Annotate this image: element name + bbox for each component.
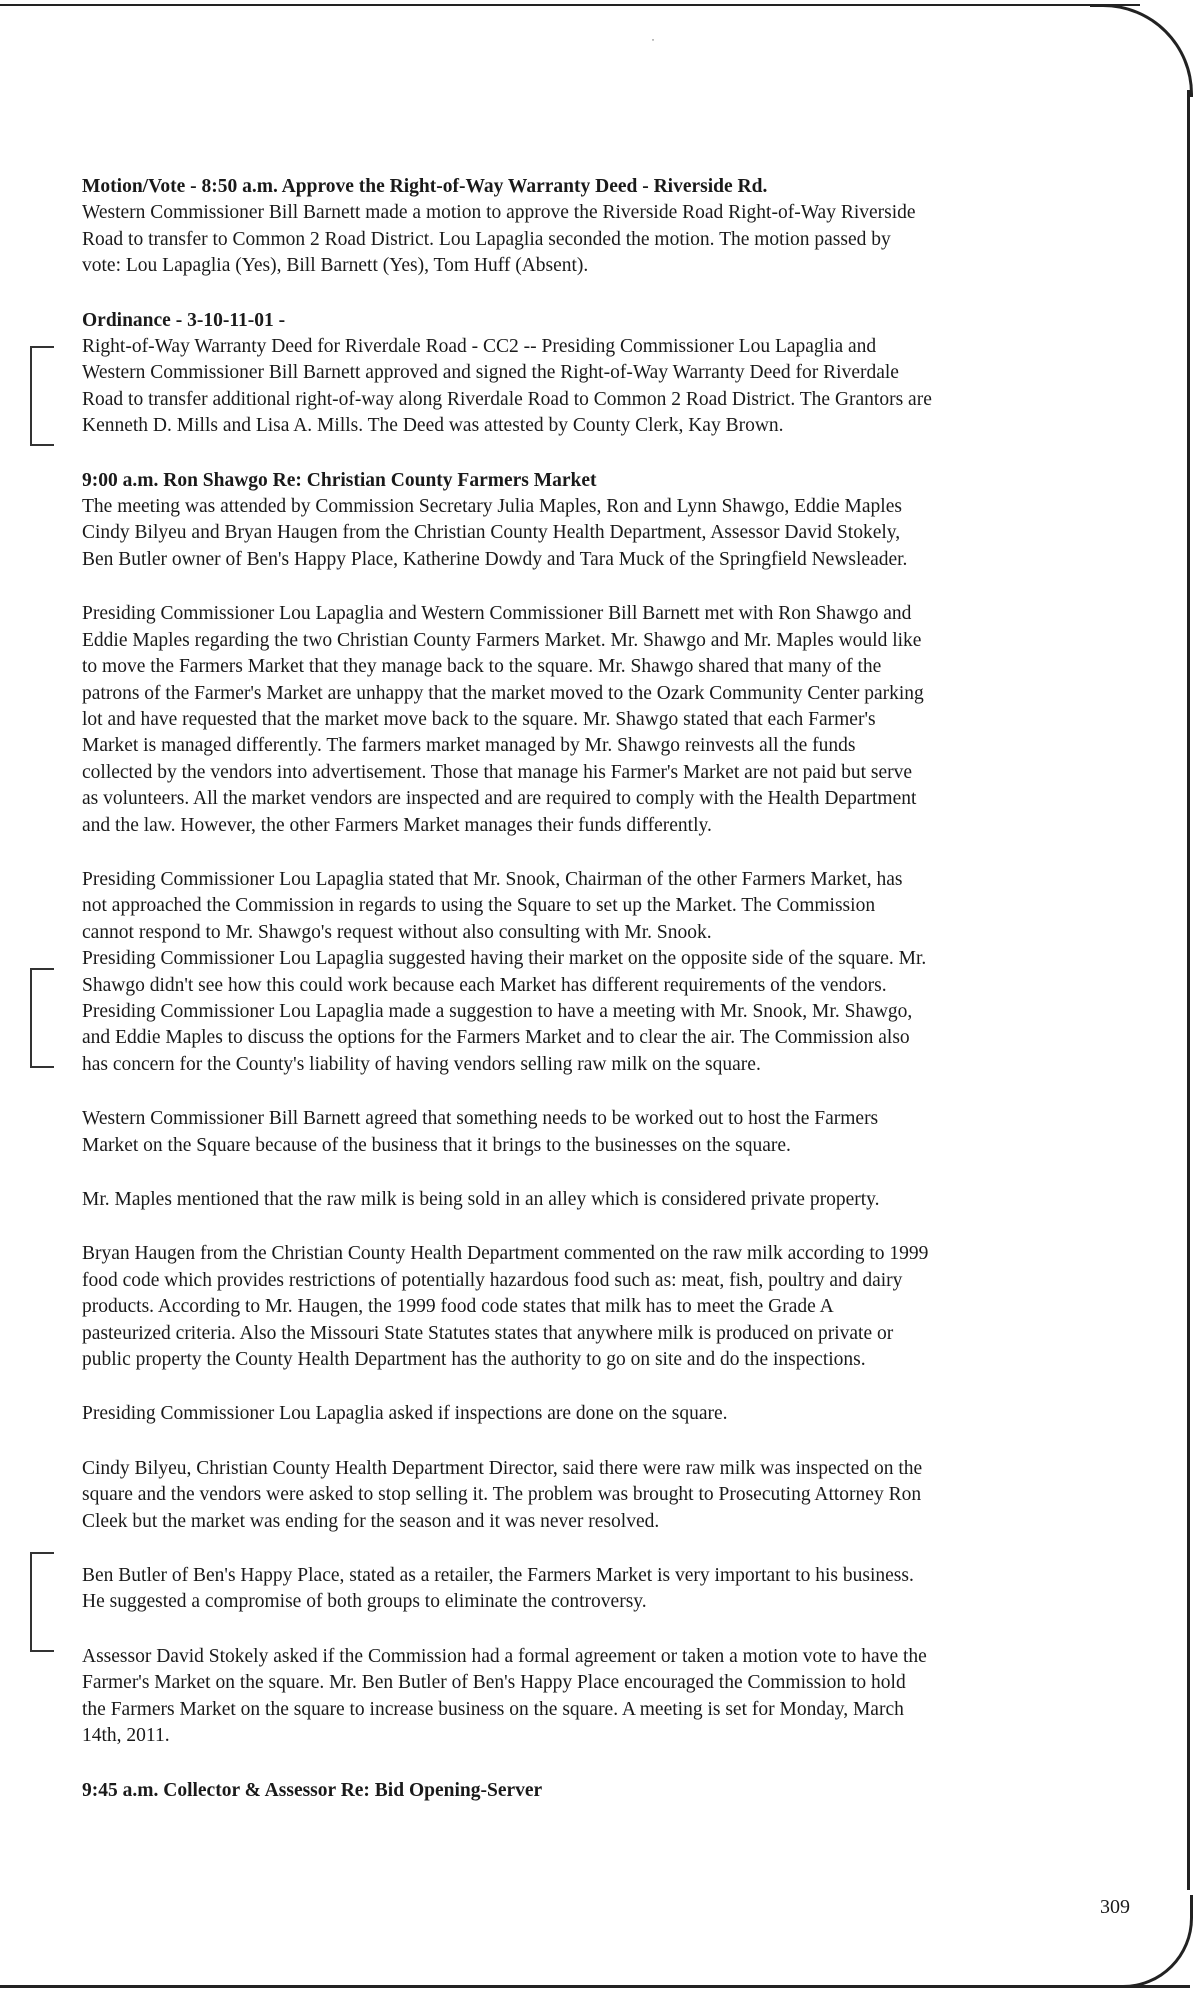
text-line: Ben Butler of Ben's Happy Place, stated as a retailer, the Farmers Market is very important to his business. [82,1565,914,1587]
text-line: vote: Lou Lapaglia (Yes), Bill Barnett (Yes), Tom Huff (Absent). [82,255,589,277]
text-line: lot and have requested that the market move back to the square. Mr. Shawgo stated that each Farmer's [82,708,876,730]
minutes-section [82,1187,1122,1213]
minutes-section [82,1563,1122,1616]
minutes-body [82,174,1122,1804]
minutes-section [82,1401,1122,1427]
text-line: 14th, 2011. [82,1725,170,1747]
minutes-section [82,308,1122,440]
minutes-section [82,1644,1122,1750]
section-heading: Ordinance - 3-10-11-01 - [82,309,286,331]
text-line: Bryan Haugen from the Christian County Health Department commented on the raw milk according to 1999 [82,1243,929,1265]
text-line: as volunteers. All the market vendors are inspected and are required to comply with the Health Department [82,788,917,810]
text-line: Presiding Commissioner Lou Lapaglia made a suggestion to have a meeting with Mr. Snook, Mr. Shawgo, [82,1000,913,1022]
text-line: He suggested a compromise of both groups to eliminate the controversy. [82,1591,647,1613]
minutes-section [82,601,1122,839]
text-line: Presiding Commissioner Lou Lapaglia asked if inspections are done on the square. [82,1403,728,1425]
paragraph-gap [82,1159,1122,1187]
binder-hole-mark [30,968,54,1068]
text-line: and the law. However, the other Farmers Market manages their funds differently. [82,814,712,836]
text-line: pasteurized criteria. Also the Missouri State Statutes states that anywhere milk is produced on private or [82,1322,894,1344]
minutes-section [82,174,1122,280]
page-edge-bottom [0,1985,1190,1988]
text-line: Kenneth D. Mills and Lisa A. Mills. The Deed was attested by County Clerk, Kay Brown. [82,415,784,437]
text-line: patrons of the Farmer's Market are unhappy that the market moved to the Ozark Community Center parking [82,682,924,704]
text-line: to move the Farmers Market that they manage back to the square. Mr. Shawgo shared that many of the [82,656,882,678]
text-line: Market on the Square because of the business that it brings to the businesses on the square. [82,1134,791,1156]
text-line: Road to transfer additional right-of-way along Riverdale Road to Common 2 Road District. The Grantors are [82,388,932,410]
text-line: Western Commissioner Bill Barnett made a motion to approve the Riverside Road Right-of-Way Riverside [82,202,916,224]
text-line: Western Commissioner Bill Barnett approved and signed the Right-of-Way Warranty Deed for Riverdale [82,362,899,384]
paragraph-gap [82,573,1122,601]
text-line: Presiding Commissioner Lou Lapaglia stated that Mr. Snook, Chairman of the other Farmers Market, has [82,868,903,890]
text-line: products. According to Mr. Haugen, the 1999 food code states that milk has to meet the Grade A [82,1296,834,1318]
page-edge-right [1187,90,1190,1890]
page-number: 309 [1100,1896,1130,1918]
text-line: Presiding Commissioner Lou Lapaglia suggested having their market on the opposite side of the square. Mr. [82,948,927,970]
page-edge-top [0,4,1140,6]
text-line: collected by the vendors into advertisement. Those that manage his Farmer's Market are not paid but serve [82,761,913,783]
text-line: Assessor David Stokely asked if the Commission had a formal agreement or taken a motion vote to have the [82,1645,927,1667]
text-line: Presiding Commissioner Lou Lapaglia and Western Commissioner Bill Barnett met with Ron Shawgo and [82,603,912,625]
text-line: cannot respond to Mr. Shawgo's request without also consulting with Mr. Snook. [82,921,712,943]
scan-mark: ˙ [651,36,655,50]
paragraph-gap [82,280,1122,308]
page-corner-top-right [1090,4,1193,97]
text-line: the Farmers Market on the square to increase business on the square. A meeting is set for Monday, March [82,1698,904,1720]
text-line: Farmer's Market on the square. Mr. Ben Butler of Ben's Happy Place encouraged the Commission to hold [82,1672,906,1694]
text-line: The meeting was attended by Commission Secretary Julia Maples, Ron and Lynn Shawgo, Eddie Maples [82,496,902,518]
minutes-section [82,1241,1122,1373]
section-heading: Motion/Vote - 8:50 a.m. Approve the Right-of-Way Warranty Deed - Riverside Rd. [82,176,768,197]
text-line: and Eddie Maples to discuss the options for the Farmers Market and to clear the air. The Commission also [82,1027,910,1049]
paragraph-gap [82,1213,1122,1241]
text-line: has concern for the County's liability of having vendors selling raw milk on the square. [82,1053,761,1075]
text-line: public property the County Health Department has the authority to go on site and do the inspections. [82,1349,866,1371]
paragraph-gap [82,1750,1122,1778]
paragraph-gap [82,839,1122,867]
minutes-section [82,1778,1122,1804]
paragraph-gap [82,1373,1122,1401]
section-heading: 9:00 a.m. Ron Shawgo Re: Christian County Farmers Market [82,469,597,491]
text-line: Market is managed differently. The farmers market managed by Mr. Shawgo reinvests all the funds [82,735,856,757]
paragraph-gap [82,1616,1122,1644]
binder-hole-mark [30,1552,54,1652]
text-line: Cindy Bilyeu, Christian County Health Department Director, said there were raw milk was inspected on the [82,1457,923,1479]
binder-hole-mark [30,346,54,446]
minutes-section [82,1106,1122,1159]
page-corner-bottom-right [1120,1895,1193,1988]
text-line: Ben Butler owner of Ben's Happy Place, Katherine Dowdy and Tara Muck of the Springfield Newsleader. [82,548,908,570]
paragraph-gap [82,1428,1122,1456]
text-line: square and the vendors were asked to stop selling it. The problem was brought to Prosecuting Attorney Ron [82,1484,922,1506]
text-line: Cindy Bilyeu and Bryan Haugen from the Christian County Health Department, Assessor David Stokely, [82,522,901,544]
text-line: Cleek but the market was ending for the season and it was never resolved. [82,1510,660,1532]
text-line: Mr. Maples mentioned that the raw milk is being sold in an alley which is considered private property. [82,1189,880,1210]
paragraph-gap [82,1078,1122,1106]
text-line: Right-of-Way Warranty Deed for Riverdale Road - CC2 -- Presiding Commissioner Lou Lapaglia and [82,336,877,358]
minutes-section [82,1456,1122,1535]
minutes-section [82,468,1122,574]
text-line: Eddie Maples regarding the two Christian County Farmers Market. Mr. Shawgo and Mr. Maples would like [82,629,922,651]
paragraph-gap [82,1535,1122,1563]
minutes-section [82,867,1122,1078]
text-line: Road to transfer to Common 2 Road District. Lou Lapaglia seconded the motion. The motion passed by [82,228,891,250]
text-line: Shawgo didn't see how this could work because each Market has different requirements of the vendors. [82,974,887,996]
text-line: not approached the Commission in regards to using the Square to set up the Market. The Commission [82,895,876,917]
section-heading: 9:45 a.m. Collector & Assessor Re: Bid Opening-Server [82,1779,543,1801]
text-line: Western Commissioner Bill Barnett agreed that something needs to be worked out to host the Farmers [82,1108,879,1130]
paragraph-gap [82,440,1122,468]
text-line: food code which provides restrictions of potentially hazardous food such as: meat, fish, poultry and dairy [82,1269,903,1291]
